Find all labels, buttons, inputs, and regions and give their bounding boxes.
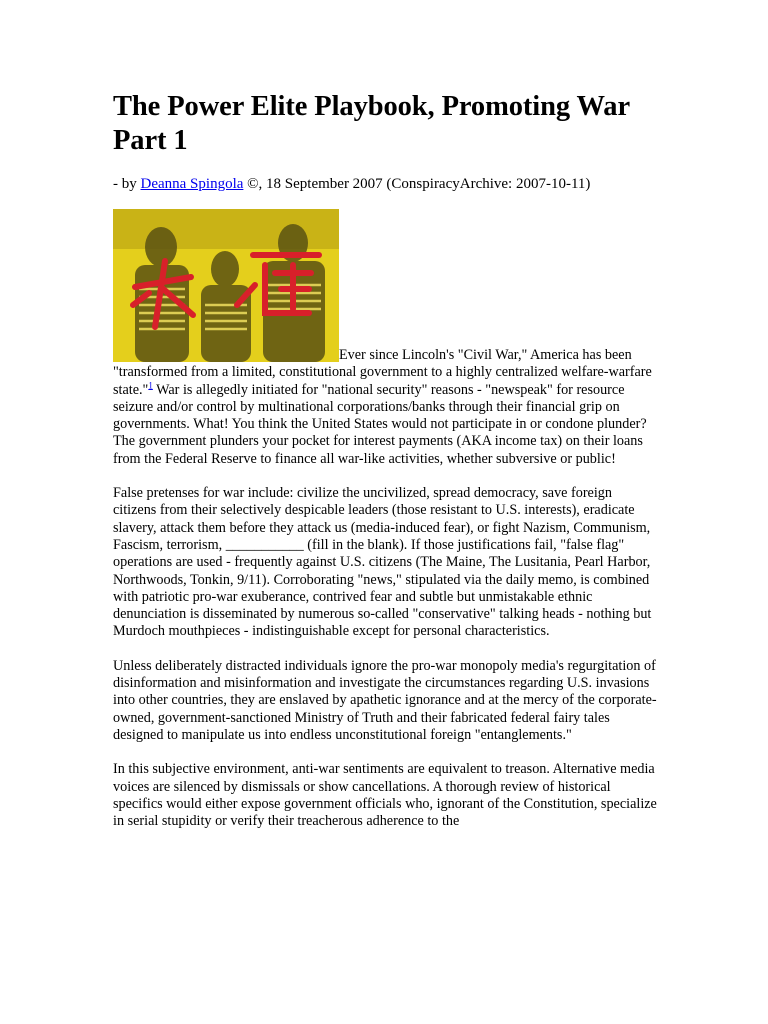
paragraph-3: Unless deliberately distracted individuals ignore the pro-war monopoly media's regurgitation of disinformation and misinformation and investigate the circumstances regarding U.S. invasions into other countries, they are enslaved by apathetic ignorance and at the mercy of the corporate-owned, government-sanctioned Ministry of Truth and their fabricated federal fairy tales designed to manipulate us into endless unconstitutional foreign "entanglements." — [113, 657, 657, 743]
article-title: The Power Elite Playbook, Promoting War Part 1 — [113, 91, 630, 156]
footnote-link[interactable]: 1 — [148, 379, 153, 390]
byline — [113, 175, 658, 193]
lead-section — [113, 209, 658, 468]
paragraph-1-text-a: Ever since Lincoln's "Civil War," America has been "transformed from a limited, constitutional government to a highly centralized welfare-warfare state." — [113, 347, 652, 398]
author-link[interactable]: Deanna Spingola — [140, 176, 244, 192]
byline-date: ©, 18 September 2007 (ConspiracyArchive: 2007-10-11) — [243, 176, 591, 192]
byline-prefix: - by — [113, 176, 141, 192]
paragraph-1-text-b: War is allegedly initiated for "national security" reasons - "newspeak" for resource seizure and/or control by multinational corporations/banks through their financial grip on governments. What! You think the United States would not participate in or condone plunder? The government plunders your pocket for interest payments (AKA income tax) on their loans from the Federal Reserve to finance all war-like activities, whether subversive or public! — [113, 381, 647, 467]
article — [113, 90, 658, 830]
paragraph-4: In this subjective environment, anti-war sentiments are equivalent to treason. Alternative media voices are silenced by dismissals or show cancellations. A thorough review of historical specifics would either expose government officials who, ignorant of the Constitution, specialize in serial stupidity or verify their treacherous adherence to the — [113, 761, 657, 830]
paragraph-2: False pretenses for war include: civilize the uncivilized, spread democracy, save foreign citizens from their selectively despicable leaders (those resistant to U.S. interests), eradicate slavery, attack them before they attack us (media-induced fear), or fight Nazism, Communism, Fascism, terrorism, ___________ (fill in the blank). If those justifications fail, "false flag" operations are used - frequently against U.S. citizens (The Maine, The Lusitania, Pearl Harbor, Northwoods, Tonkin, 9/11). Corroborating "news," stipulated via the daily memo, is combined with patriotic pro-war exuberance, contrived fear and subtle but unmistakable ethnic denunciation is disseminated by numerous so-called "conservative" talking heads - nothing but Murdoch mouthpieces - indistinguishable except for personal characteristics. — [113, 485, 652, 640]
lead-image — [113, 209, 339, 362]
